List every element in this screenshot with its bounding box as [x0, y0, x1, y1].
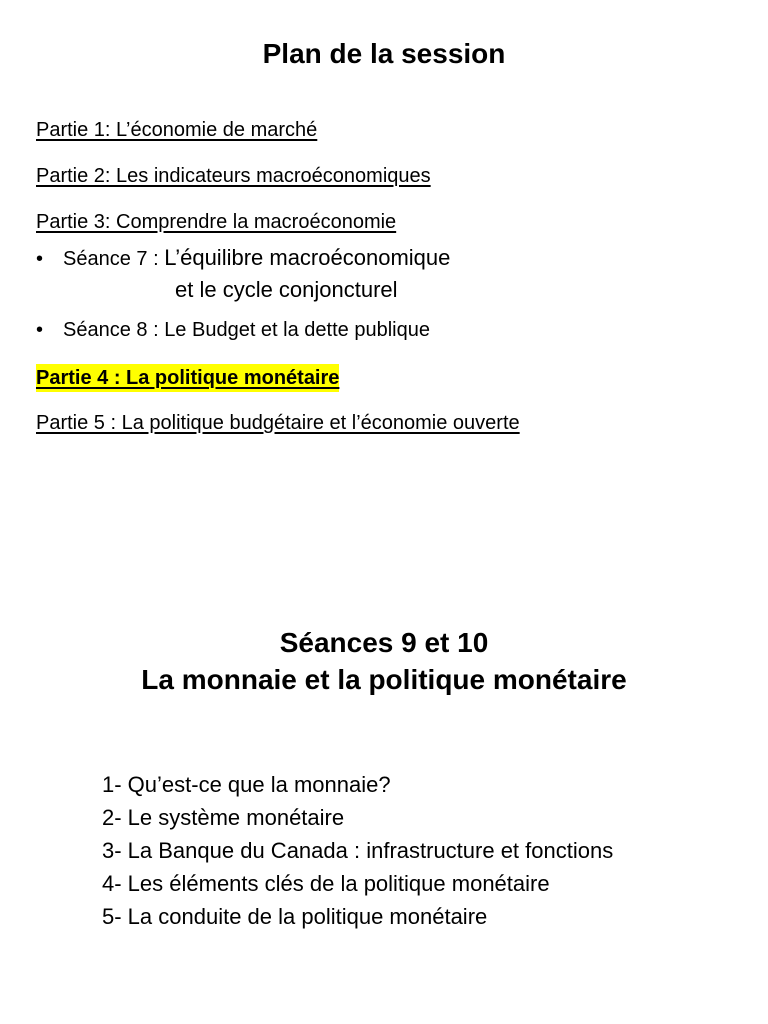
part-2-link[interactable]: Partie 2: Les indicateurs macroéconomiques [36, 165, 431, 187]
topics-list [102, 768, 613, 933]
seance-7-continuation: et le cycle conjoncturel [175, 277, 398, 302]
seance-8-prefix: Séance 8 : [63, 319, 165, 341]
part-5-link[interactable]: Partie 5 : La politique budgétaire et l’économie ouverte [36, 412, 520, 434]
part-4-link-highlighted[interactable]: Partie 4 : La politique monétaire [36, 364, 339, 392]
topic-item: 3- La Banque du Canada : infrastructure et fonctions [102, 838, 614, 863]
seance-7-item [36, 245, 450, 272]
part-1-link[interactable]: Partie 1: L’économie de marché [36, 119, 318, 141]
seance-8-title: Le Budget et la dette publique [164, 319, 430, 341]
sessions-heading-line-1: Séances 9 et 10 [279, 627, 489, 658]
bullet-icon: • [36, 319, 44, 341]
seance-7-title: L’équilibre macroéconomique [164, 245, 451, 270]
topic-item: 1- Qu’est-ce que la monnaie? [102, 772, 391, 797]
topic-item: 4- Les éléments clés de la politique monétaire [102, 871, 550, 896]
sessions-heading [0, 624, 768, 698]
seance-8-item [36, 317, 430, 343]
topic-item: 2- Le système monétaire [102, 805, 345, 830]
bullet-icon: • [36, 248, 44, 270]
topic-item: 5- La conduite de la politique monétaire [102, 904, 488, 929]
sessions-heading-line-2: La monnaie et la politique monétaire [141, 664, 627, 695]
seance-7-prefix: Séance 7 : [63, 248, 165, 270]
part-3-link[interactable]: Partie 3: Comprendre la macroéconomie [36, 211, 397, 233]
page-title: Plan de la session [262, 38, 506, 69]
